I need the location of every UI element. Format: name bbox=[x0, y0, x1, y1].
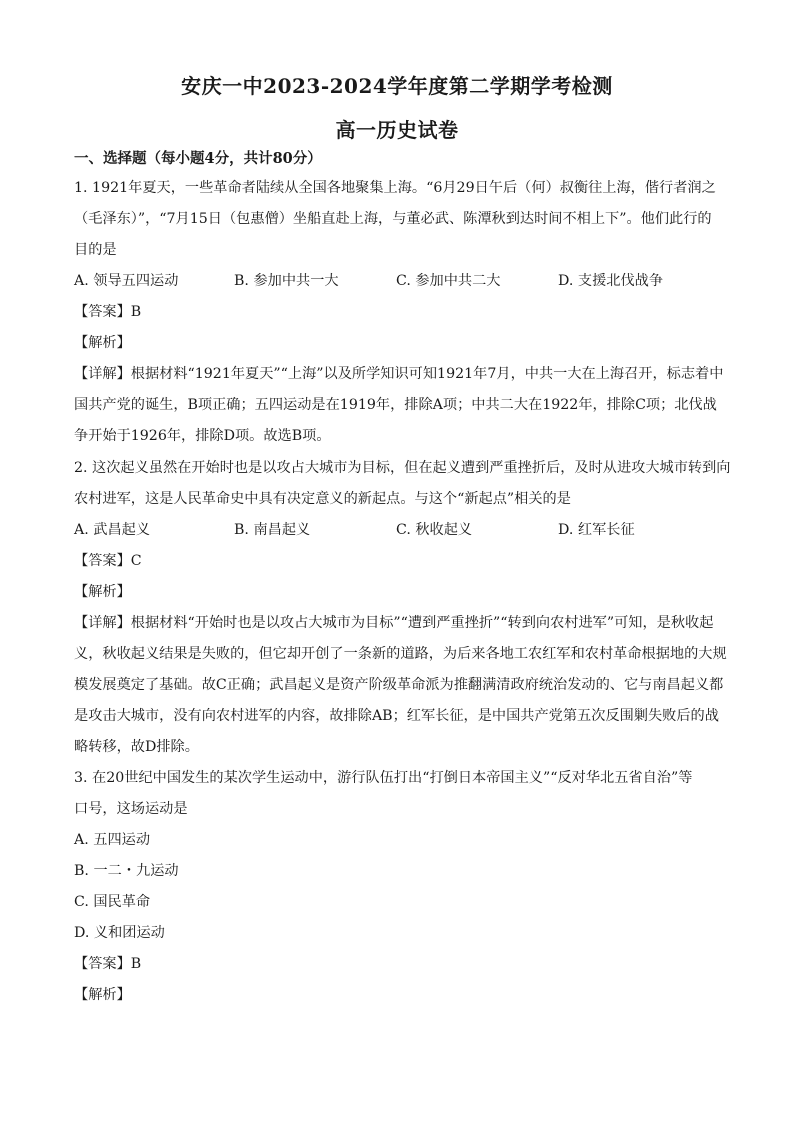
question-2-option-c: C. 秋收起义 bbox=[396, 522, 473, 538]
question-1-answer: 【答案】B bbox=[74, 304, 142, 320]
question-2-option-a: A. 武昌起义 bbox=[74, 522, 151, 538]
question-2-analysis: 【解析】 bbox=[74, 584, 131, 600]
question-1-detail-1: 【详解】根据材料“1921年夏天”“上海”以及所学知识可知1921年7月，中共一大在上海召开，标志着中 bbox=[74, 366, 724, 382]
question-1-option-c: C. 参加中共二大 bbox=[396, 273, 501, 289]
question-3-option-b: B. 一二・九运动 bbox=[74, 863, 179, 879]
question-1-line-3: 目的是 bbox=[74, 242, 117, 258]
question-1-analysis: 【解析】 bbox=[74, 335, 131, 351]
question-2-detail-3: 模发展奠定了基础。故C正确；武昌起义是资产阶级革命派为推翻满清政府统治发动的、它与南昌起义都 bbox=[74, 677, 724, 693]
question-2-answer: 【答案】C bbox=[74, 553, 142, 569]
question-1-detail-3: 争开始于1926年，排除D项。故选B项。 bbox=[74, 428, 331, 444]
question-3-option-a: A. 五四运动 bbox=[74, 832, 151, 848]
question-1-option-b: B. 参加中共一大 bbox=[234, 273, 339, 289]
question-2-line-1: 2. 这次起义虽然在开始时也是以攻占大城市为目标，但在起义遭到严重挫折后，及时从进攻大城市转到向 bbox=[74, 460, 731, 476]
exam-subtitle: 高一历史试卷 bbox=[335, 118, 459, 142]
question-2-detail-4: 是攻击大城市，没有向农村进军的内容，故排除AB；红军长征，是中国共产党第五次反围剿失败后的战 bbox=[74, 708, 719, 724]
question-3-option-c: C. 国民革命 bbox=[74, 894, 151, 910]
question-3-analysis: 【解析】 bbox=[74, 987, 131, 1003]
question-2-detail-5: 略转移，故D排除。 bbox=[74, 739, 199, 755]
question-3-line-1: 3. 在20世纪中国发生的某次学生运动中，游行队伍打出“打倒日本帝国主义”“反对华北五省自治”等 bbox=[74, 770, 693, 786]
question-1-option-d: D. 支援北伐战争 bbox=[558, 273, 664, 289]
exam-title: 安庆一中2023-2024学年度第二学期学考检测 bbox=[181, 74, 613, 98]
question-2-option-d: D. 红军长征 bbox=[558, 522, 635, 538]
question-3-line-2: 口号，这场运动是 bbox=[74, 801, 188, 817]
question-1-detail-2: 国共产党的诞生，B项正确；五四运动是在1919年，排除A项；中共二大在1922年，排除C项；北伐战 bbox=[74, 397, 717, 413]
question-3-option-d: D. 义和团运动 bbox=[74, 925, 165, 941]
question-2-detail-1: 【详解】根据材料“开始时也是以攻占大城市为目标”“遭到严重挫折”“转到向农村进军”可知，是秋收起 bbox=[74, 615, 714, 631]
question-2-line-2: 农村进军，这是人民革命史中具有决定意义的新起点。与这个“新起点”相关的是 bbox=[74, 491, 571, 507]
question-1-line-2: （毛泽东）”，“7月15日（包惠僧）坐船直赴上海，与董必武、陈潭秋到达时间不相上下”。他们此行的 bbox=[74, 211, 712, 227]
question-2-option-b: B. 南昌起义 bbox=[234, 522, 311, 538]
question-2-detail-2: 义，秋收起义结果是失败的，但它却开创了一条新的道路，为后来各地工农红军和农村革命根据地的大规 bbox=[74, 646, 727, 662]
question-1-line-1: 1. 1921年夏天，一些革命者陆续从全国各地聚集上海。“6月29日午后（何）叔衡往上海，偕行者润之 bbox=[74, 180, 716, 196]
question-1-option-a: A. 领导五四运动 bbox=[74, 273, 179, 289]
question-3-answer: 【答案】B bbox=[74, 956, 142, 972]
section-heading: 一、选择题（每小题4分，共计80分） bbox=[74, 150, 322, 167]
